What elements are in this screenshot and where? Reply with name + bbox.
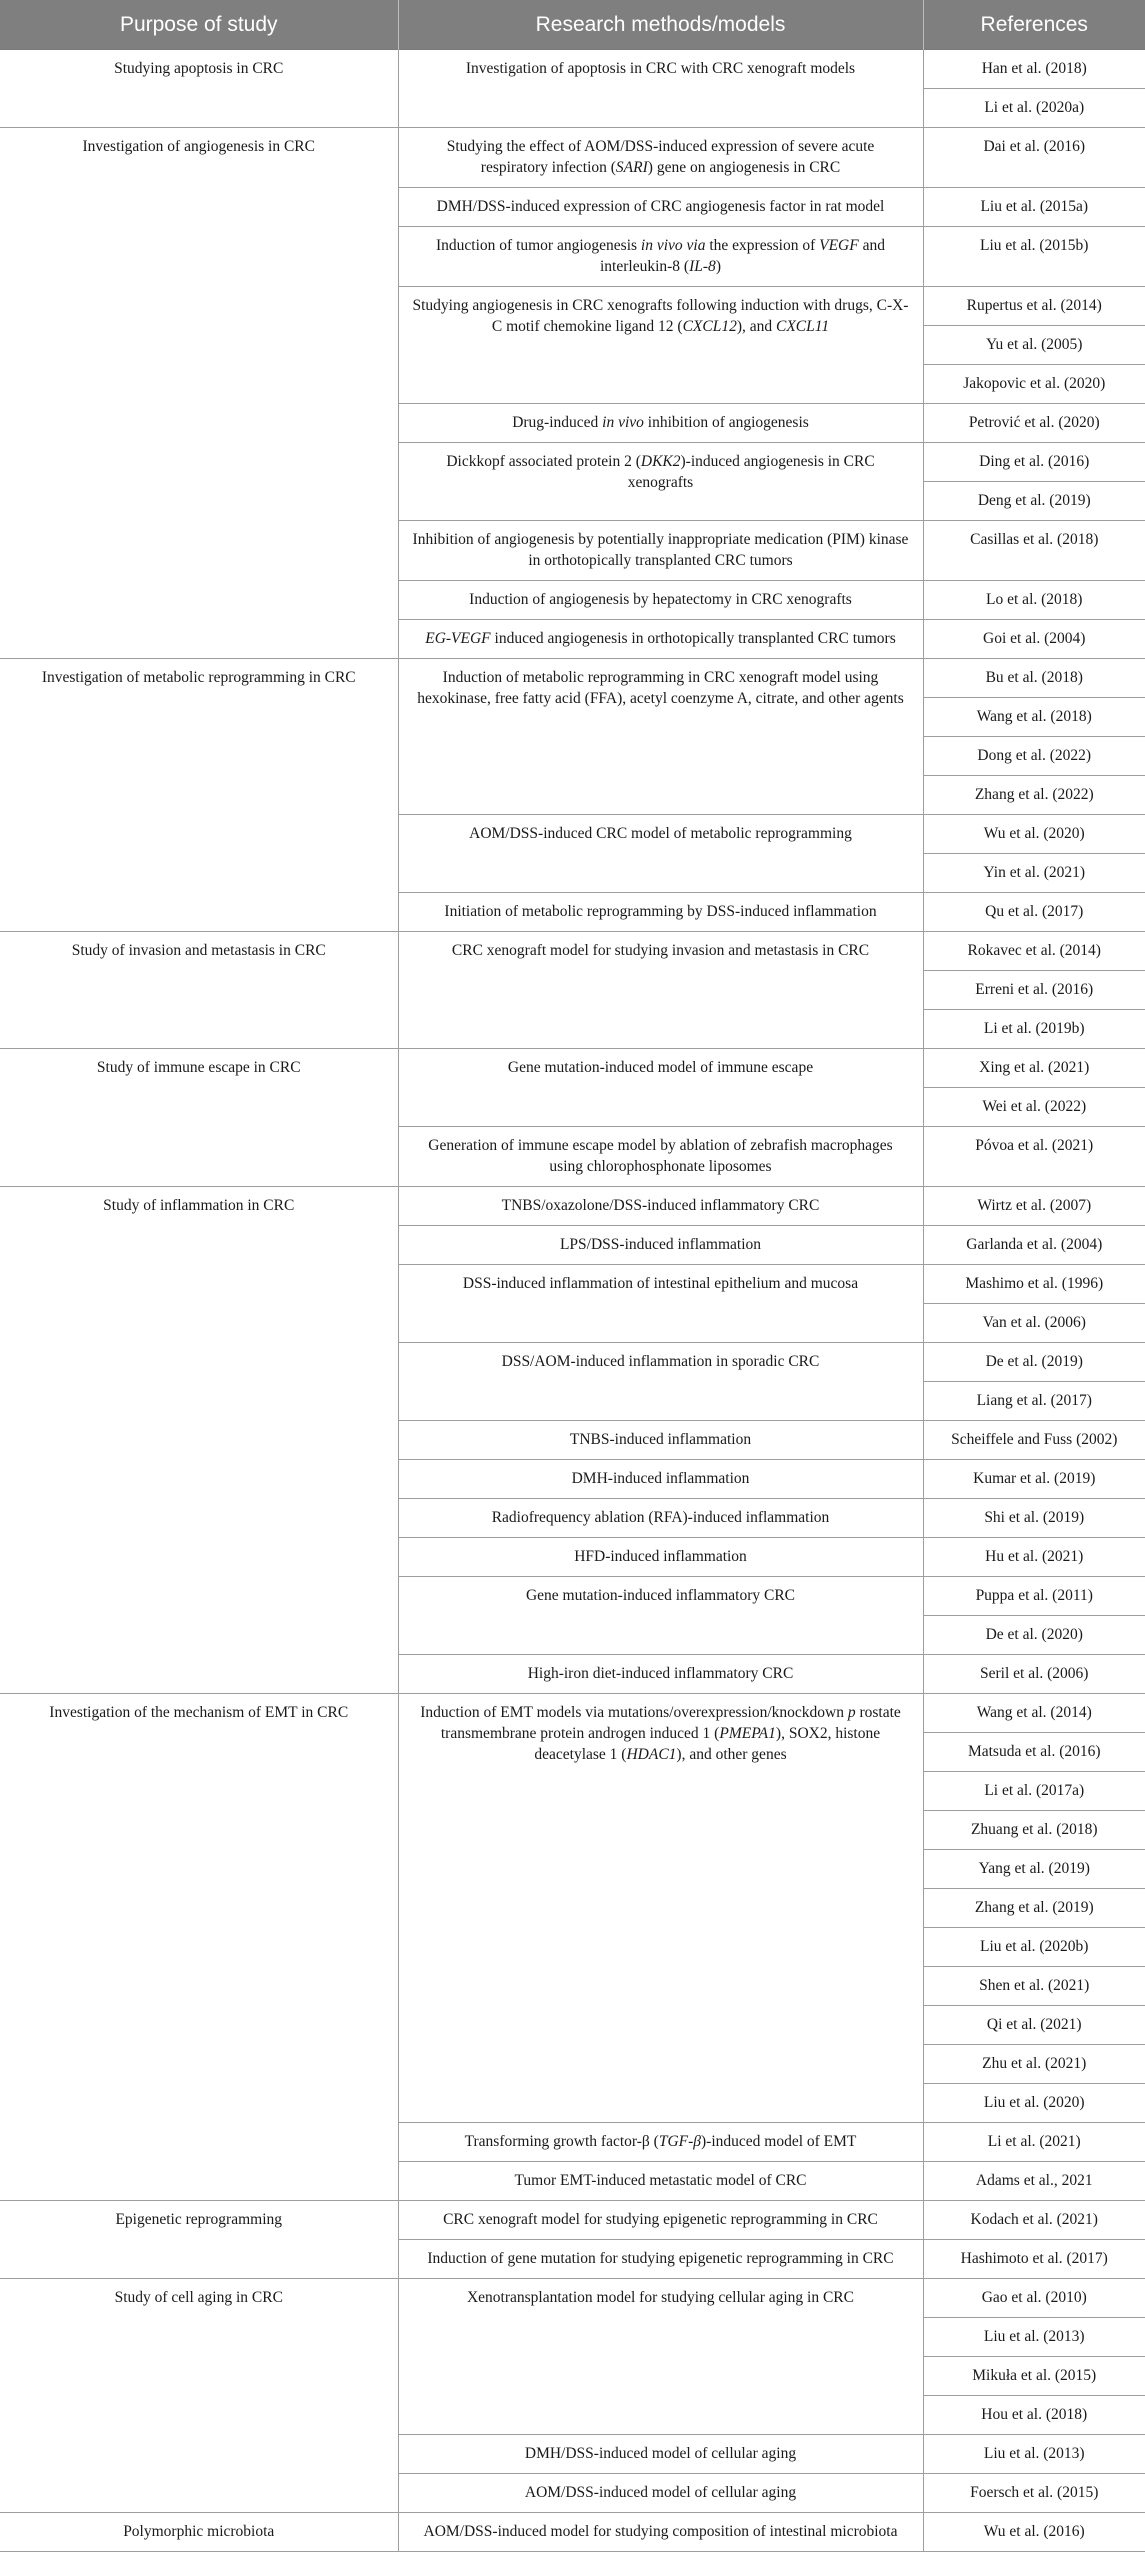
reference-cell: Shen et al. (2021): [923, 1967, 1145, 2006]
method-cell: AOM/DSS-induced model for studying composition of intestinal microbiota: [398, 2513, 923, 2552]
reference-cell: Zhang et al. (2019): [923, 1889, 1145, 1928]
method-cell: Gene mutation-induced inflammatory CRC: [398, 1577, 923, 1655]
reference-cell: Garlanda et al. (2004): [923, 1226, 1145, 1265]
reference-cell: Qu et al. (2017): [923, 893, 1145, 932]
reference-cell: Petrović et al. (2020): [923, 404, 1145, 443]
purpose-cell: Study of cell aging in CRC: [0, 2279, 398, 2513]
method-cell: Generation of immune escape model by ablation of zebrafish macrophages using chlorophosphonate liposomes: [398, 1127, 923, 1187]
reference-cell: Kumar et al. (2019): [923, 1460, 1145, 1499]
method-cell: High-iron diet-induced inflammatory CRC: [398, 1655, 923, 1694]
reference-cell: Lo et al. (2018): [923, 581, 1145, 620]
method-cell: TNBS-induced inflammation: [398, 1421, 923, 1460]
method-cell: Initiation of metabolic reprogramming by DSS-induced inflammation: [398, 893, 923, 932]
reference-cell: Yin et al. (2021): [923, 854, 1145, 893]
reference-cell: Bu et al. (2018): [923, 659, 1145, 698]
method-cell: AOM/DSS-induced CRC model of metabolic reprogramming: [398, 815, 923, 893]
purpose-cell: Investigation of angiogenesis in CRC: [0, 128, 398, 659]
table-row: [0, 2279, 1145, 2318]
reference-cell: Adams et al., 2021: [923, 2162, 1145, 2201]
method-cell: Dickkopf associated protein 2 (DKK2)-induced angiogenesis in CRC xenografts: [398, 443, 923, 521]
reference-cell: Scheiffele and Fuss (2002): [923, 1421, 1145, 1460]
method-cell: Induction of gene mutation for studying epigenetic reprogramming in CRC: [398, 2240, 923, 2279]
reference-cell: Hashimoto et al. (2017): [923, 2240, 1145, 2279]
reference-cell: Liu et al. (2015b): [923, 227, 1145, 287]
reference-cell: Li et al. (2020a): [923, 89, 1145, 128]
reference-cell: Xing et al. (2021): [923, 1049, 1145, 1088]
method-cell: Studying angiogenesis in CRC xenografts following induction with drugs, C-X-C motif chemokine ligand 12 (CXCL12), and CXCL11: [398, 287, 923, 404]
reference-cell: Zhuang et al. (2018): [923, 1811, 1145, 1850]
table-header: [0, 0, 1145, 50]
table-row: [0, 1049, 1145, 1088]
method-cell: Inhibition of angiogenesis by potentially inappropriate medication (PIM) kinase in orthotopically transplanted CRC tumors: [398, 521, 923, 581]
reference-cell: Mashimo et al. (1996): [923, 1265, 1145, 1304]
method-cell: DSS/AOM-induced inflammation in sporadic CRC: [398, 1343, 923, 1421]
method-cell: CRC xenograft model for studying epigenetic reprogramming in CRC: [398, 2201, 923, 2240]
purpose-cell: Investigation of the mechanism of EMT in CRC: [0, 1694, 398, 2201]
header-purpose: Purpose of study: [0, 0, 398, 50]
purpose-cell: Investigation of metabolic reprogramming in CRC: [0, 659, 398, 932]
reference-cell: Rokavec et al. (2014): [923, 932, 1145, 971]
method-cell: LPS/DSS-induced inflammation: [398, 1226, 923, 1265]
method-cell: Radiofrequency ablation (RFA)-induced inflammation: [398, 1499, 923, 1538]
method-cell: Xenotransplantation model for studying cellular aging in CRC: [398, 2279, 923, 2435]
reference-cell: Wang et al. (2018): [923, 698, 1145, 737]
reference-cell: Goi et al. (2004): [923, 620, 1145, 659]
reference-cell: Mikuła et al. (2015): [923, 2357, 1145, 2396]
method-cell: Induction of EMT models via mutations/overexpression/knockdown p rostate transmembrane protein androgen induced 1 (PMEPA1), SOX2, histone deacetylase 1 (HDAC1), and other genes: [398, 1694, 923, 2123]
reference-cell: Puppa et al. (2011): [923, 1577, 1145, 1616]
method-cell: Tumor EMT-induced metastatic model of CRC: [398, 2162, 923, 2201]
reference-cell: Van et al. (2006): [923, 1304, 1145, 1343]
method-cell: Gene mutation-induced model of immune escape: [398, 1049, 923, 1127]
table-body: [0, 50, 1145, 2552]
reference-cell: Wang et al. (2014): [923, 1694, 1145, 1733]
purpose-cell: Polymorphic microbiota: [0, 2513, 398, 2552]
header-methods: Research methods/models: [398, 0, 923, 50]
reference-cell: Casillas et al. (2018): [923, 521, 1145, 581]
reference-cell: Foersch et al. (2015): [923, 2474, 1145, 2513]
reference-cell: Wirtz et al. (2007): [923, 1187, 1145, 1226]
table-row: [0, 128, 1145, 188]
method-cell: AOM/DSS-induced model of cellular aging: [398, 2474, 923, 2513]
reference-cell: Qi et al. (2021): [923, 2006, 1145, 2045]
method-cell: Investigation of apoptosis in CRC with CRC xenograft models: [398, 50, 923, 128]
reference-cell: Yu et al. (2005): [923, 326, 1145, 365]
method-cell: EG-VEGF induced angiogenesis in orthotopically transplanted CRC tumors: [398, 620, 923, 659]
method-cell: DMH/DSS-induced expression of CRC angiogenesis factor in rat model: [398, 188, 923, 227]
reference-cell: Erreni et al. (2016): [923, 971, 1145, 1010]
reference-cell: Hou et al. (2018): [923, 2396, 1145, 2435]
table-row: [0, 932, 1145, 971]
reference-cell: Yang et al. (2019): [923, 1850, 1145, 1889]
reference-cell: Zhu et al. (2021): [923, 2045, 1145, 2084]
reference-cell: De et al. (2019): [923, 1343, 1145, 1382]
reference-cell: Jakopovic et al. (2020): [923, 365, 1145, 404]
table-row: [0, 50, 1145, 89]
table-row: [0, 2201, 1145, 2240]
method-cell: Drug-induced in vivo inhibition of angiogenesis: [398, 404, 923, 443]
table-row: [0, 1187, 1145, 1226]
table-row: [0, 2513, 1145, 2552]
reference-cell: Póvoa et al. (2021): [923, 1127, 1145, 1187]
reference-cell: Matsuda et al. (2016): [923, 1733, 1145, 1772]
purpose-cell: Study of immune escape in CRC: [0, 1049, 398, 1187]
method-cell: Induction of metabolic reprogramming in CRC xenograft model using hexokinase, free fatty acid (FFA), acetyl coenzyme A, citrate, and other agents: [398, 659, 923, 815]
reference-cell: Liu et al. (2013): [923, 2435, 1145, 2474]
reference-cell: Deng et al. (2019): [923, 482, 1145, 521]
reference-cell: Liu et al. (2015a): [923, 188, 1145, 227]
purpose-cell: Studying apoptosis in CRC: [0, 50, 398, 128]
reference-cell: Ding et al. (2016): [923, 443, 1145, 482]
method-cell: HFD-induced inflammation: [398, 1538, 923, 1577]
reference-cell: Gao et al. (2010): [923, 2279, 1145, 2318]
reference-cell: De et al. (2020): [923, 1616, 1145, 1655]
method-cell: Induction of tumor angiogenesis in vivo via the expression of VEGF and interleukin-8 (IL-8): [398, 227, 923, 287]
reference-cell: Hu et al. (2021): [923, 1538, 1145, 1577]
method-cell: TNBS/oxazolone/DSS-induced inflammatory CRC: [398, 1187, 923, 1226]
reference-cell: Wu et al. (2016): [923, 2513, 1145, 2552]
method-cell: DMH/DSS-induced model of cellular aging: [398, 2435, 923, 2474]
reference-cell: Zhang et al. (2022): [923, 776, 1145, 815]
method-cell: Studying the effect of AOM/DSS-induced expression of severe acute respiratory infection (SARI) gene on angiogenesis in CRC: [398, 128, 923, 188]
table-row: [0, 659, 1145, 698]
method-cell: DMH-induced inflammation: [398, 1460, 923, 1499]
reference-cell: Li et al. (2017a): [923, 1772, 1145, 1811]
reference-cell: Liu et al. (2020b): [923, 1928, 1145, 1967]
reference-cell: Wei et al. (2022): [923, 1088, 1145, 1127]
reference-cell: Rupertus et al. (2014): [923, 287, 1145, 326]
reference-cell: Li et al. (2021): [923, 2123, 1145, 2162]
reference-cell: Liang et al. (2017): [923, 1382, 1145, 1421]
method-cell: Transforming growth factor-β (TGF-β)-induced model of EMT: [398, 2123, 923, 2162]
purpose-cell: Study of invasion and metastasis in CRC: [0, 932, 398, 1049]
reference-cell: Seril et al. (2006): [923, 1655, 1145, 1694]
reference-cell: Dong et al. (2022): [923, 737, 1145, 776]
reference-cell: Liu et al. (2013): [923, 2318, 1145, 2357]
purpose-cell: Epigenetic reprogramming: [0, 2201, 398, 2279]
reference-cell: Dai et al. (2016): [923, 128, 1145, 188]
reference-cell: Liu et al. (2020): [923, 2084, 1145, 2123]
reference-cell: Wu et al. (2020): [923, 815, 1145, 854]
table-row: [0, 1694, 1145, 1733]
reference-cell: Kodach et al. (2021): [923, 2201, 1145, 2240]
method-cell: Induction of angiogenesis by hepatectomy in CRC xenografts: [398, 581, 923, 620]
reference-cell: Shi et al. (2019): [923, 1499, 1145, 1538]
reference-cell: Li et al. (2019b): [923, 1010, 1145, 1049]
method-cell: CRC xenograft model for studying invasion and metastasis in CRC: [398, 932, 923, 1049]
method-cell: DSS-induced inflammation of intestinal epithelium and mucosa: [398, 1265, 923, 1343]
reference-cell: Han et al. (2018): [923, 50, 1145, 89]
header-references: References: [923, 0, 1145, 50]
purpose-cell: Study of inflammation in CRC: [0, 1187, 398, 1694]
